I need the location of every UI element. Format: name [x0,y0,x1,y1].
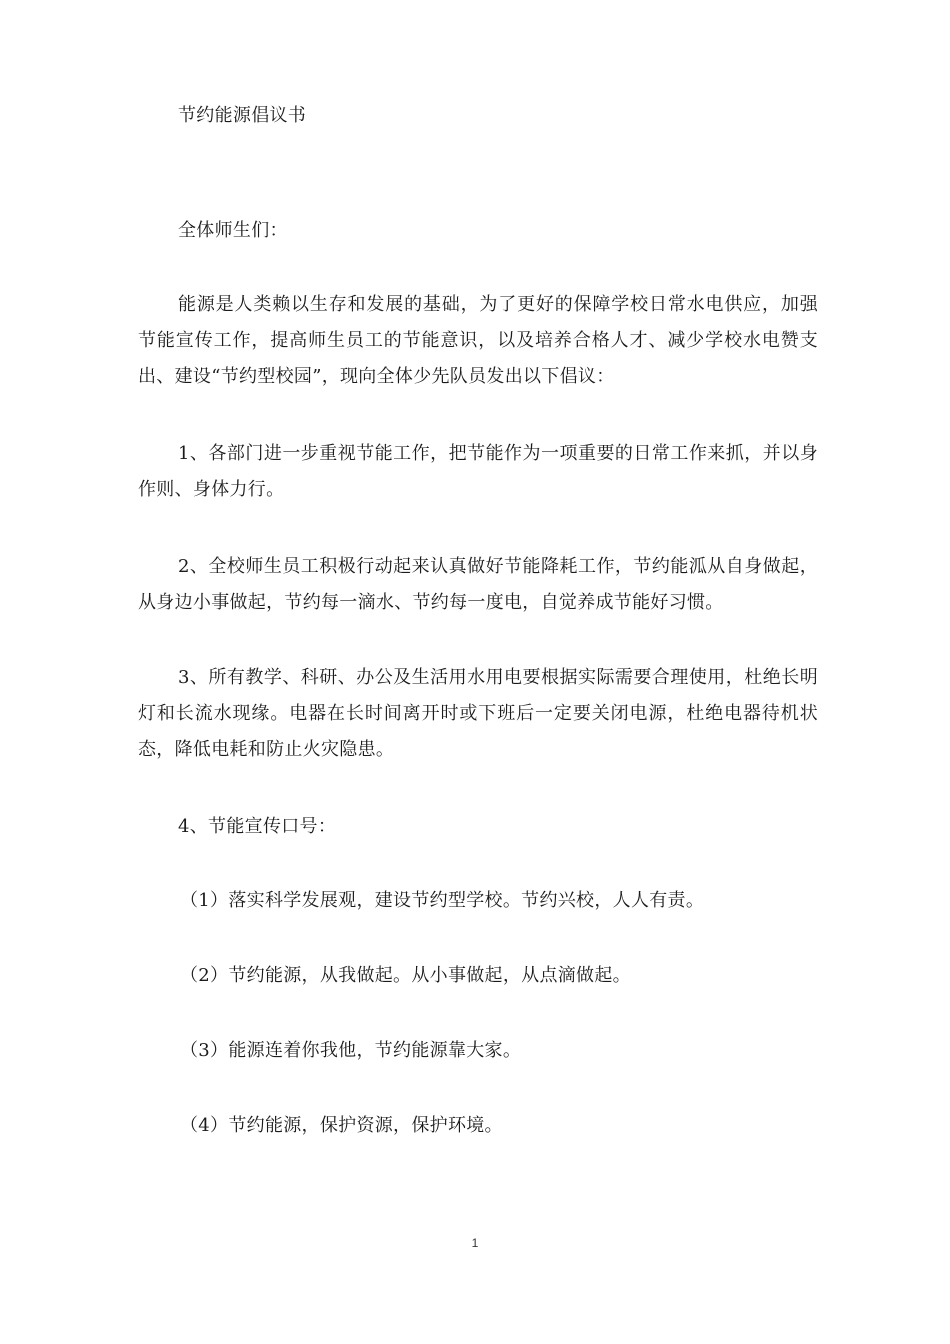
proposal-item-4: 4、节能宣传口号： [178,816,337,837]
slogan-4: （4）节约能源，保护资源，保护环境。 [180,1115,503,1136]
intro-paragraph: 能源是人类赖以生存和发展的基础，为了更好的保障学校日常水电供应，加强节能宣传工作，提高师生员工的节能意识，以及培养合格人才、减少学校水电赞支出、建设“节约型校园”，现向全体少先队员发出以下倡议： [138,294,818,387]
page-number: 1 [471,1236,479,1250]
proposal-item-2: 2、全校师生员工积极行动起来认真做好节能降耗工作，节约能泒从自身做起，从身边小事做起，节约每一滴水、节约每一度电，自觉养成节能好习惯。 [138,556,818,613]
slogan-3: （3）能源连着你我他，节约能源靠大家。 [180,1040,522,1061]
greeting: 全体师生们： [178,220,288,241]
slogan-2: （2）节约能源，从我做起。从小事做起，从点滴做起。 [180,965,631,986]
slogan-1: （1）落实科学发展观，建设节约型学校。节约兴校，人人有责。 [180,890,705,911]
proposal-item-3: 3、所有教学、科研、办公及生活用水用电要根据实际需要合理使用，杜绝长明灯和长流水现缘。电器在长时间离开时或下班后一定要关闭电源，杜绝电器待机状态，降低电耗和防止火灾隐患。 [138,667,818,760]
document-title: 节约能源倡议书 [178,105,307,126]
proposal-item-1: 1、各部门进一步重视节能工作，把节能作为一项重要的日常工作来抓，并以身作则、身体力行。 [138,443,818,500]
